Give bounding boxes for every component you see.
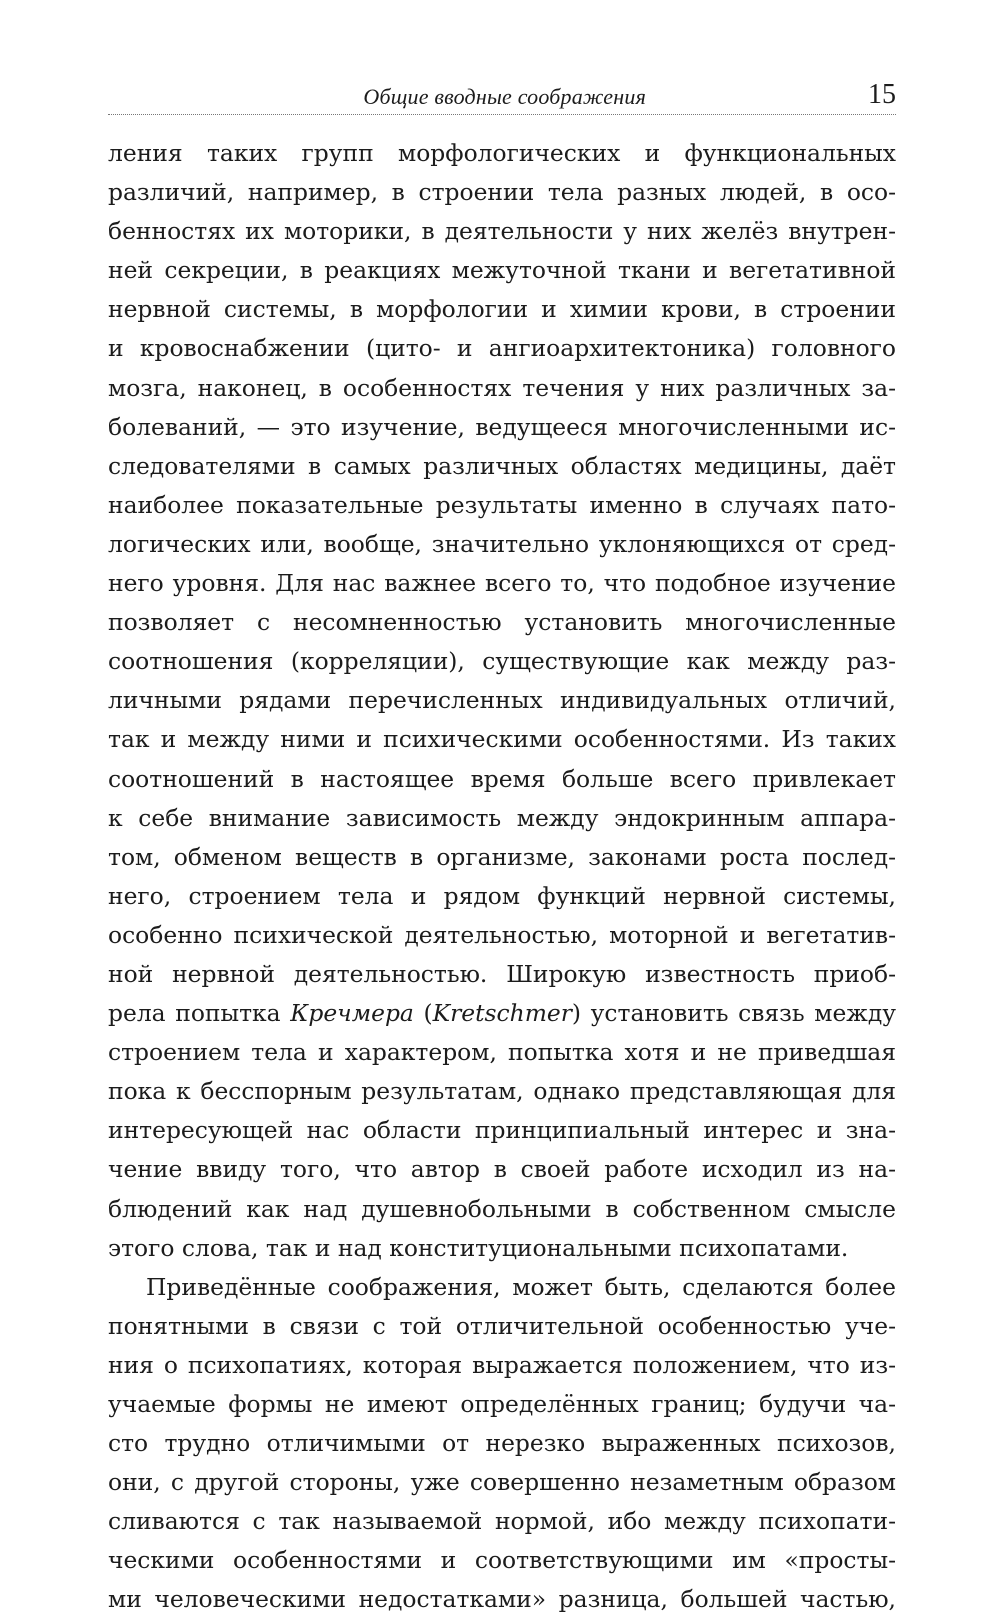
text-line: ления таких групп морфологических и функциональных xyxy=(108,139,896,167)
running-header xyxy=(108,78,896,115)
text-line: бенностях их моторики, в деятельности у них желёз внутрен- xyxy=(108,217,896,246)
text-line: личными рядами перечисленных индивидуальных отличий, xyxy=(108,686,896,715)
text-line: и кровоснабжении (цито- и ангиоархитектоника) головного xyxy=(108,334,896,363)
text-line: соотношения (корреляции), существующие как между раз- xyxy=(108,647,896,676)
paragraph-first-line: Приведённые соображения, может быть, сделаются более xyxy=(146,1272,896,1301)
text-line: к себе внимание зависимость между эндокринным аппара- xyxy=(108,803,896,832)
text-line: него уровня. Для нас важнее всего то, что подобное изучение xyxy=(108,569,896,598)
author-name-german: Kretschmer xyxy=(432,999,572,1028)
text-line: позволяет с несомненностью установить многочисленные xyxy=(108,608,896,637)
text-line: ней секреции, в реакциях межуточной ткани и вегетативной xyxy=(108,256,896,285)
text-line: особенно психической деятельностью, моторной и вегетатив- xyxy=(108,920,896,949)
text-line: чение ввиду того, что автор в своей работе исходил из на- xyxy=(108,1155,896,1184)
running-title: Общие вводные соображения xyxy=(363,84,646,109)
text-fragment: ( xyxy=(413,999,433,1028)
text-fragment: рела попытка xyxy=(108,999,291,1028)
text-line: ческими особенностями и соответствующими им «просты- xyxy=(108,1546,896,1575)
text-line: так и между ними и психическими особенностями. Из таких xyxy=(108,725,896,754)
text-line: ния о психопатиях, которая выражается положением, что из- xyxy=(108,1350,896,1379)
text-fragment: ) установить связь между xyxy=(571,999,896,1028)
text-line: учаемые формы не имеют определённых границ; будучи ча- xyxy=(108,1390,896,1418)
text-line: сто трудно отличимыми от нерезко выраженных психозов, xyxy=(108,1429,896,1458)
author-name-russian: Кречмера xyxy=(290,999,414,1028)
text-line: том, обменом веществ в организме, законами роста послед- xyxy=(108,842,896,871)
text-line: понятными в связи с той отличительной особенностью уче- xyxy=(108,1311,896,1340)
text-line: интересующей нас области принципиальный интерес и зна- xyxy=(108,1116,896,1145)
page-number: 15 xyxy=(868,79,896,110)
text-line: сливаются с так называемой нормой, ибо между психопати- xyxy=(108,1507,896,1536)
text-line: логических или, вообще, значительно уклоняющихся от сред- xyxy=(108,529,896,558)
text-line: ми человеческими недостатками» разница, большей частью, xyxy=(108,1585,896,1614)
text-line: они, с другой стороны, уже совершенно незаметным образом xyxy=(108,1468,896,1497)
text-line: соотношений в настоящее время больше всего привлекает xyxy=(108,764,896,793)
text-line-with-author xyxy=(108,994,896,1033)
text-line: пока к бесспорным результатам, однако представляющая для xyxy=(108,1077,896,1106)
paragraph-last-line: этого слова, так и над конституциональными психопатами. xyxy=(108,1233,849,1262)
text-line: мозга, наконец, в особенностях течения у них различных за- xyxy=(108,373,896,402)
text-line: ной нервной деятельностью. Широкую известность приоб- xyxy=(108,959,896,988)
text-line: наиболее показательные результаты именно в случаях пато- xyxy=(108,490,896,519)
text-line: болеваний, — это изучение, ведущееся многочисленными ис- xyxy=(108,412,896,441)
text-line: строением тела и характером, попытка хотя и не приведшая xyxy=(108,1038,896,1067)
text-line: различий, например, в строении тела разных людей, в осо- xyxy=(108,178,896,207)
text-line: блюдений как над душевнобольными в собственном смысле xyxy=(108,1194,896,1223)
body-text xyxy=(108,134,896,1620)
text-line: нервной системы, в морфологии и химии крови, в строении xyxy=(108,295,896,324)
text-line: него, строением тела и рядом функций нервной системы, xyxy=(108,881,896,910)
text-line: следователями в самых различных областях медицины, даёт xyxy=(108,451,896,480)
